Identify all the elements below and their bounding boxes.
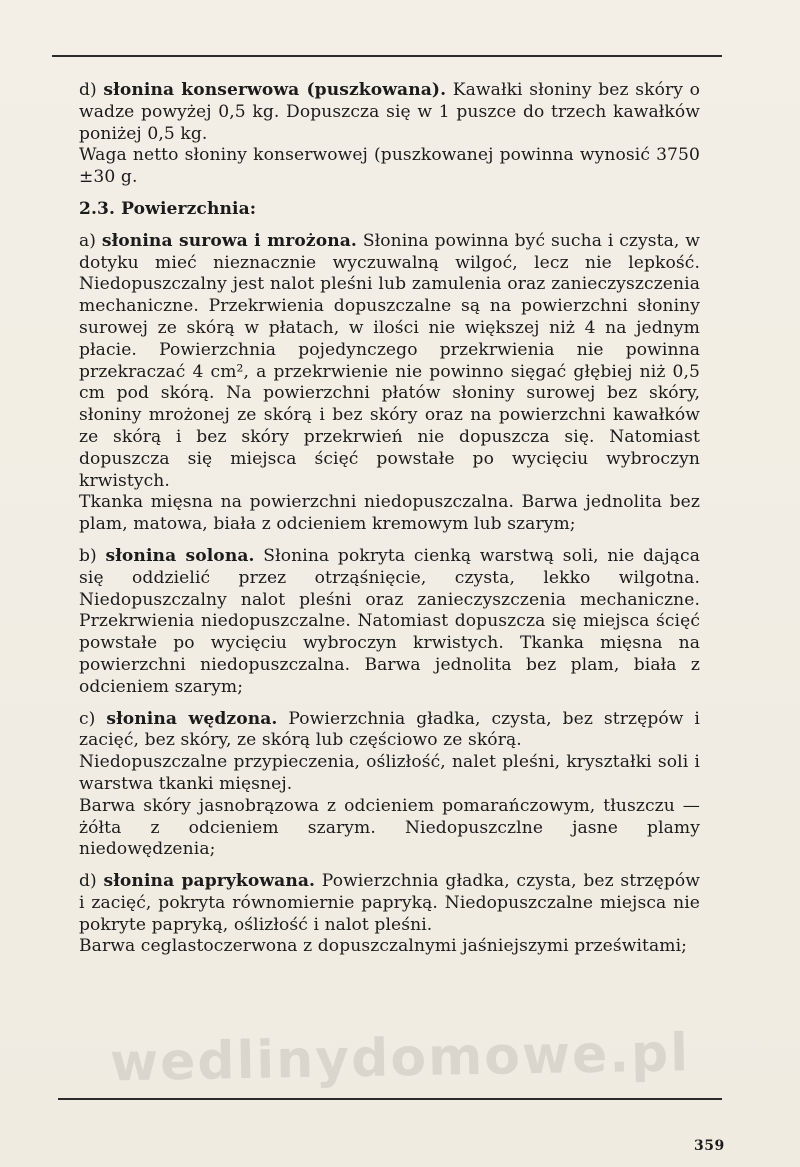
item-label: a): [79, 230, 102, 251]
paragraph-b-salted: [79, 546, 700, 699]
item-label: d): [79, 871, 104, 892]
paragraph-c-smoked: [79, 709, 700, 753]
paragraph-d-paprika-color: Barwa ceglastoczerwona z dopuszczalnymi jaśniejszymi prześwitami;: [79, 936, 688, 957]
paragraph-a-raw-frozen: [79, 231, 700, 493]
watermark: wedlinydomowe.pl: [109, 1023, 691, 1094]
paragraph-c-defects: Niedopuszczalne przypieczenia, oślizłość, nalet pleśni, kryształki soli i warstwa tkanki mięsnej.: [79, 752, 700, 794]
item-title: słonina paprykowana.: [103, 871, 316, 892]
item-text: Słonina pokryta cienką warstwą soli, nie dająca się oddzielić przez otrząśnięcie, czysta, lekko wilgotna. Niedopuszczalny nalot pleśni oraz zanieczyszczenia mechaniczne. Przekrwienia niedopuszczalne. Natomiast dopuszcza się miejsca ścięć powstałe po wycięciu wybroczyn krwistych. Tkanka mięsna na powierzchni niedopuszczalna. Barwa jednolita bez plam, biała z odcieniem szarym;: [79, 545, 700, 697]
paragraph-d-preserved: [79, 80, 700, 145]
paragraph-c-color: Barwa skóry jasnobrązowa z odcieniem pomarańczowym, tłuszczu — żółta z odcieniem szarym. Niedopuszczlne jasne plamy niedowędzenia;: [79, 795, 700, 860]
item-text: Powierzchnia gładka, czysta, bez strzępów i zacięć, bez skóry, ze skórą lub częściowo ze skórą.: [79, 708, 700, 751]
paragraph-d-weight: Waga netto słoniny konserwowej (puszkowanej powinna wynosić 3750 ±30 g.: [79, 145, 700, 188]
paragraph-d-paprika: [79, 871, 700, 936]
item-label: b): [79, 545, 106, 566]
paragraph-a-color: Tkanka mięsna na powierzchni niedopuszczalna. Barwa jednolita bez plam, matowa, biała z odcieniem kremowym lub szarym;: [79, 492, 700, 535]
item-title: słonina konserwowa (puszkowana).: [103, 80, 447, 100]
item-title: słonina solona.: [105, 545, 255, 566]
item-text: Powierzchnia gładka, czysta, bez strzępów i zacięć, pokryta równomiernie papryką. Niedopuszczalne miejsca nie pokryte papryką, oślizłość i nalot pleśni.: [79, 871, 700, 935]
bottom-rule: [58, 1098, 722, 1100]
page-content: [79, 80, 700, 968]
page-number: 359: [694, 1138, 725, 1154]
section-heading: 2.3. Powierzchnia:: [79, 198, 257, 219]
top-rule: [52, 55, 722, 57]
item-title: słonina wędzona.: [106, 708, 278, 729]
item-text: Słonina powinna być sucha i czysta, w dotyku mieć nieznacznie wyczuwalną wilgoć, lecz nie lepkość. Niedopuszczalny jest nalot pleśni lub zamulenia oraz zanieczyszczenia mechaniczne. Przekrwienia dopuszczalne są na powierzchni słoniny surowej ze skórą w płatach, w ilości nie większej niż 4 na jednym płacie. Powierzchnia pojedynczego przekrwienia nie powinna przekraczać 4 cm², a przekrwienie nie powinno sięgać głębiej niż 0,5 cm pod skórą. Na powierzchni płatów słoniny surowej bez skóry, słoniny mrożonej ze skórą i bez skóry oraz na powierzchni kawałków ze skórą i bez skóry przekrwień nie dopuszcza się. Natomiast dopuszcza się miejsca ścięć powstałe po wycięciu wybroczyn krwistych.: [79, 230, 700, 491]
item-label: d): [79, 80, 104, 100]
item-title: słonina surowa i mrożona.: [101, 230, 357, 251]
item-label: c): [79, 708, 107, 729]
item-text: Kawałki słoniny bez skóry o wadze powyżej 0,5 kg. Dopuszcza się w 1 puszce do trzech kawałków poniżej 0,5 kg.: [79, 80, 700, 144]
